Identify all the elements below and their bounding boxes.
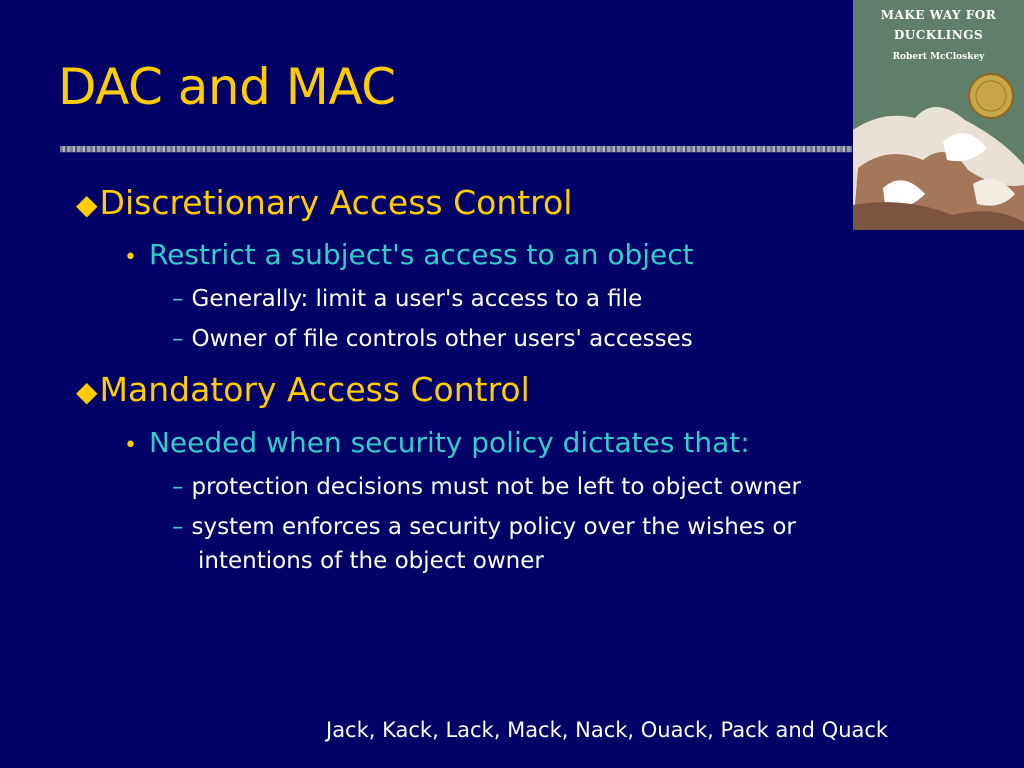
sub-bullet-item [172, 326, 693, 352]
dot-bullet-icon: • [124, 245, 137, 270]
diamond-bullet-icon: ◆ [76, 188, 98, 221]
sub-bullet-item [172, 514, 796, 540]
sub-bullet-item [172, 286, 642, 312]
sub-bullet-text: protection decisions must not be left to object owner [191, 474, 801, 500]
book-cover-image [853, 0, 1024, 230]
bullet-text: Restrict a subject's access to an object [148, 238, 694, 271]
section-heading [76, 370, 530, 409]
bullet-item [124, 426, 750, 459]
diamond-bullet-icon: ◆ [76, 375, 98, 408]
sub-bullet-continuation: intentions of the object owner [198, 548, 544, 574]
slide-footer: Jack, Kack, Lack, Mack, Nack, Ouack, Pack and Quack [326, 718, 889, 742]
dash-bullet-icon: – [172, 474, 184, 500]
title-divider [60, 146, 852, 152]
bullet-item [124, 238, 694, 271]
sub-bullet-text: system enforces a security policy over the wishes or [191, 514, 796, 540]
section-heading-text: Mandatory Access Control [99, 370, 530, 409]
slide-title: DAC and MAC [58, 58, 396, 116]
sub-bullet-text: Generally: limit a user's access to a file [191, 286, 643, 312]
book-cover-title-line2: DUCKLINGS [893, 28, 984, 42]
sub-bullet-item [172, 474, 801, 500]
dot-bullet-icon: • [124, 433, 137, 458]
dash-bullet-icon: – [172, 514, 184, 540]
book-cover-title-line1: MAKE WAY FOR [880, 8, 997, 22]
bullet-text: Needed when security policy dictates that: [148, 426, 750, 459]
duck-illustration [853, 0, 1024, 230]
dash-bullet-icon: – [172, 286, 184, 312]
section-heading-text: Discretionary Access Control [99, 183, 573, 222]
dash-bullet-icon: – [172, 326, 184, 352]
book-cover-author: Robert McCloskey [892, 52, 985, 62]
sub-bullet-text: Owner of file controls other users' accesses [191, 326, 693, 352]
section-heading [76, 183, 572, 222]
